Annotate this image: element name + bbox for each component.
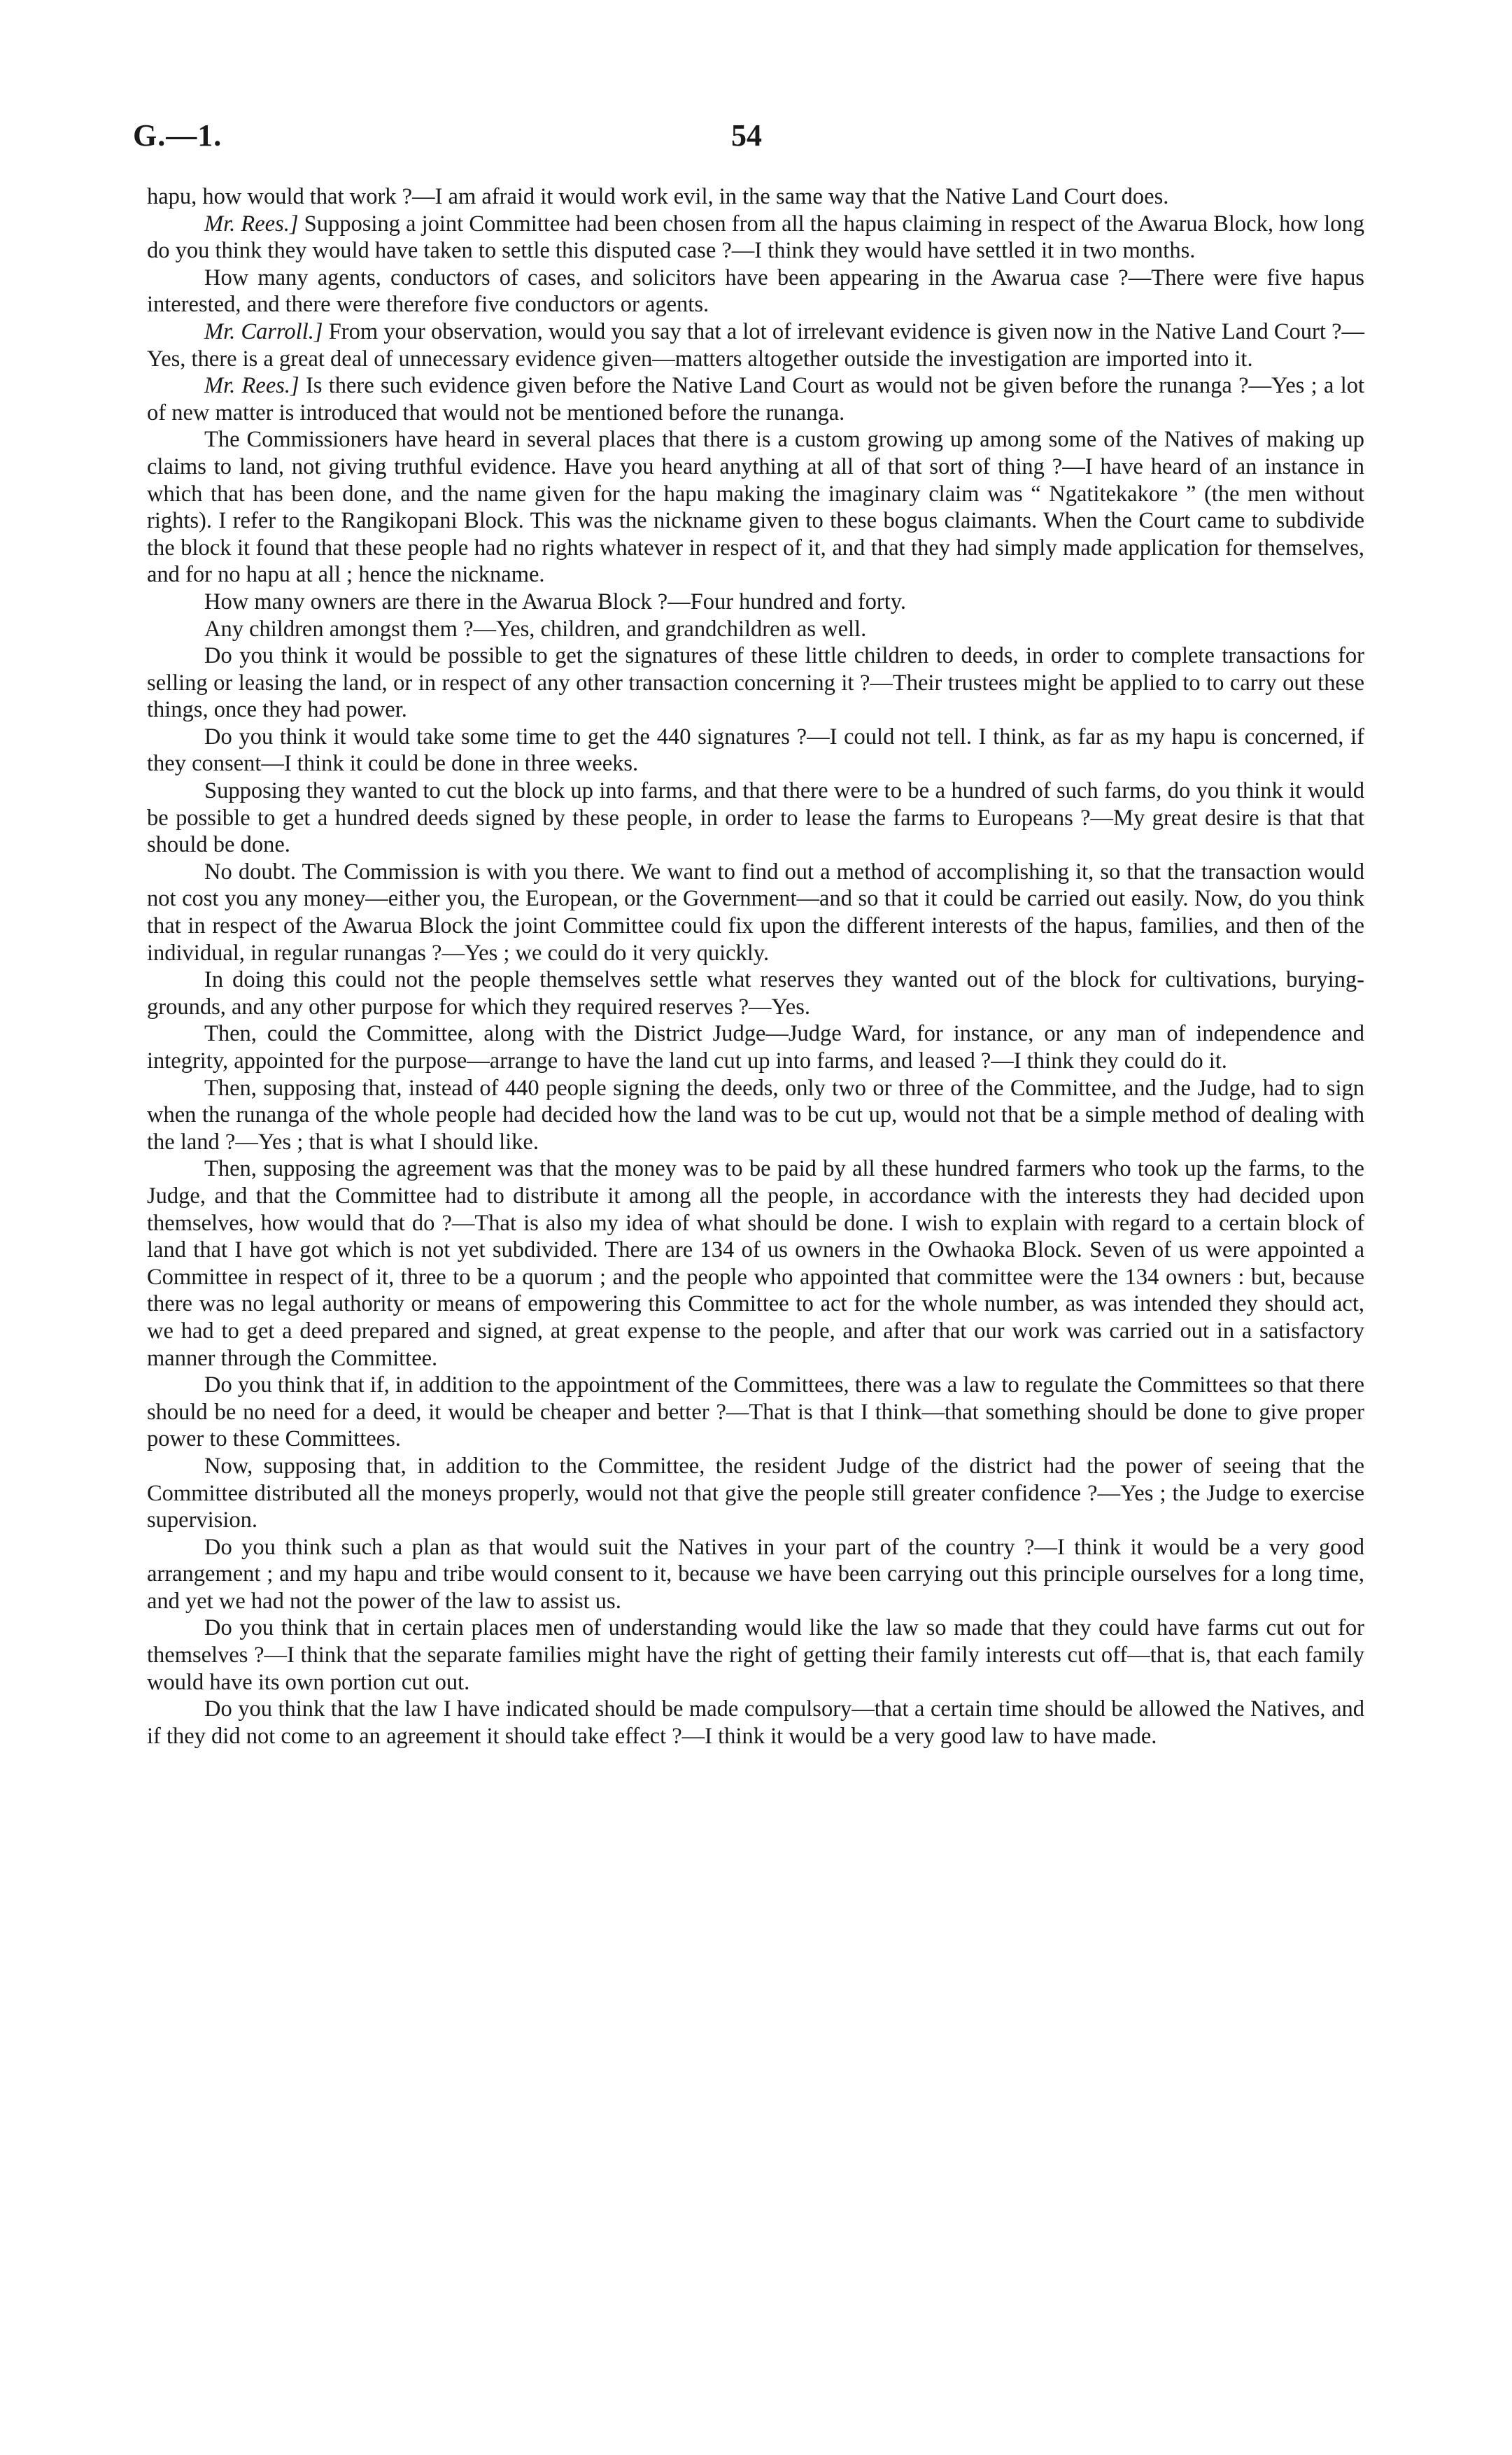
paragraph bbox=[147, 183, 1364, 211]
paragraph bbox=[147, 372, 1364, 426]
paragraph-text: Do you think it would be possible to get the signatures of these little children to deeds, in order to complete transactions for selling or leasing the land, or in respect of any other transaction concerning it ?—Their trustees might be applied to to carry out these things, once they had power. bbox=[147, 643, 1364, 723]
paragraph-text: Do you think that the law I have indicated should be made compulsory—that a certain time should be allowed the Natives, and if they did not come to an agreement it should take effect ?—I think it would be a very good law to have made. bbox=[147, 1696, 1364, 1749]
paragraph-text: Any children amongst them ?—Yes, children, and grandchildren as well. bbox=[204, 616, 867, 642]
paragraph bbox=[147, 1075, 1364, 1156]
paragraph bbox=[147, 1453, 1364, 1534]
paragraph-text: Do you think that in certain places men of understanding would like the law so made that they could have farms cut out for themselves ?—I think that the separate families might have the right of getting their family interests cut off—that is, that each family would have its own portion cut out. bbox=[147, 1615, 1364, 1695]
page-header bbox=[0, 118, 1512, 160]
page-number: 54 bbox=[731, 118, 762, 153]
paragraph-text: Then, supposing the agreement was that the money was to be paid by all these hundred farmers who took up the farms, to the Judge, and that the Committee had to distribute it among all the people, in accordance with the interests they had decided upon themselves, how would that do ?—That is also my idea of what should be done. I wish to explain with regard to a certain block of land that I have got which is not yet subdivided. There are 134 of us owners in the Owhaoka Block. Seven of us were appointed a Committee in respect of it, three to be a quorum ; and the people who appointed that committee were the 134 owners : but, because there was no legal authority or means of empowering this Committee to act for the whole number, as was intended they should act, we had to get a deed prepared and signed, at great expense to the people, and after that our work was carried out in a satisfactory manner through the Committee. bbox=[147, 1156, 1364, 1371]
paragraph-text: Is there such evidence given before the Native Land Court as would not be given before the runanga ?—Yes ; a lot of new matter is introduced that would not be mentioned before the runanga. bbox=[147, 373, 1364, 425]
paragraph-text: The Commissioners have heard in several places that there is a custom growing up among some of the Natives of making up claims to land, not giving truthful evidence. Have you heard anything at all of that sort of thing ?—I have heard of an instance in which that has been done, and the name given for the hapu making the imaginary claim was “ Ngatitekakore ” (the men without rights). I refer to the Rangikopani Block. This was the nickname given to these bogus claimants. When the Court came to subdivide the block it found that these people had no rights whatever in respect of it, and that they had simply made application for themselves, and for no hapu at all ; hence the nickname. bbox=[147, 427, 1364, 588]
paragraph-text: Do you think it would take some time to get the 440 signatures ?—I could not tell. I think, as far as my hapu is concerned, if they consent—I think it could be done in three weeks. bbox=[147, 724, 1364, 777]
paragraph bbox=[147, 778, 1364, 859]
paragraph-text: From your observation, would you say that a lot of irrelevant evidence is given now in the Native Land Court ?—Yes, there is a great deal of unnecessary evidence given—matters altogether outside the investigation are imported into it. bbox=[147, 318, 1365, 372]
paragraph-text: How many agents, conductors of cases, and solicitors have been appearing in the Awarua case ?—There were five hapus interested, and there were therefore five conductors or agents. bbox=[147, 265, 1364, 318]
paragraph bbox=[147, 211, 1364, 265]
paragraph-text: How many owners are there in the Awarua Block ?—Four hundred and forty. bbox=[204, 589, 907, 614]
paragraph-text: In doing this could not the people themselves settle what reserves they wanted out of the block for cultivations, burying-grounds, and any other purpose for which they required reserves ?—Yes. bbox=[147, 967, 1364, 1020]
paragraph bbox=[147, 1696, 1364, 1750]
speaker-label: Mr. Rees.] bbox=[204, 211, 299, 237]
paragraph-text: Now, supposing that, in addition to the Committee, the resident Judge of the district had the power of seeing that the Committee distributed all the moneys properly, would not that give the people still greater confidence ?—Yes ; the Judge to exercise supervision. bbox=[147, 1453, 1364, 1533]
document-reference: G.—1. bbox=[133, 118, 222, 153]
paragraph-text: No doubt. The Commission is with you there. We want to find out a method of accomplishing it, so that the transaction would not cost you any money—either you, the European, or the Government—and so that it could be carried out easily. Now, do you think that in respect of the Awarua Block the joint Committee could fix upon the different interests of the hapus, families, and then of the individual, in regular runangas ?—Yes ; we could do it very quickly. bbox=[147, 859, 1364, 966]
paragraph-text: hapu, how would that work ?—I am afraid it would work evil, in the same way that the Native Land Court does. bbox=[147, 184, 1169, 209]
paragraph-text: Supposing they wanted to cut the block up into farms, and that there were to be a hundred of such farms, do you think it would be possible to get a hundred deeds signed by these people, in order to lease the farms to Europeans ?—My great desire is that that should be done. bbox=[147, 778, 1364, 858]
paragraph-text: Supposing a joint Committee had been chosen from all the hapus claiming in respect of the Awarua Block, how long do you think they would have taken to settle this disputed case ?—I think they would have settled it in two months. bbox=[147, 211, 1365, 264]
paragraph bbox=[147, 966, 1364, 1020]
paragraph bbox=[147, 1372, 1364, 1453]
paragraph-text: Then, supposing that, instead of 440 people signing the deeds, only two or three of the Committee, and the Judge, had to sign when the runanga of the whole people had decided how the land was to be cut up, would not that be a simple method of dealing with the land ?—Yes ; that is what I should like. bbox=[147, 1075, 1364, 1155]
paragraph bbox=[147, 318, 1364, 372]
paragraph-text: Do you think that if, in addition to the appointment of the Committees, there was a law to regulate the Committees so that there should be no need for a deed, it would be cheaper and better ?—That is that I think—that something should be done to give proper power to these Committees. bbox=[147, 1372, 1364, 1452]
paragraph bbox=[147, 589, 1364, 616]
paragraph bbox=[147, 1155, 1364, 1372]
paragraph-text: Then, could the Committee, along with the District Judge—Judge Ward, for instance, or any man of independence and integrity, appointed for the purpose—arrange to have the land cut up into farms, and leased ?—I think they could do it. bbox=[147, 1021, 1364, 1074]
paragraph-text: Do you think such a plan as that would suit the Natives in your part of the country ?—I think it would be a very good arrangement ; and my hapu and tribe would consent to it, because we have been carrying out this principle ourselves for a long time, and yet we had not the power of the law to assist us. bbox=[147, 1534, 1364, 1614]
body-text bbox=[147, 183, 1364, 1750]
paragraph bbox=[147, 616, 1364, 643]
paragraph bbox=[147, 1534, 1364, 1615]
paragraph bbox=[147, 724, 1364, 778]
paragraph bbox=[147, 1615, 1364, 1696]
paragraph bbox=[147, 859, 1364, 966]
speaker-label: Mr. Rees.] bbox=[204, 373, 299, 399]
paragraph bbox=[147, 426, 1364, 589]
paragraph bbox=[147, 265, 1364, 318]
speaker-label: Mr. Carroll.] bbox=[204, 318, 323, 344]
paragraph bbox=[147, 1020, 1364, 1074]
paragraph bbox=[147, 642, 1364, 724]
